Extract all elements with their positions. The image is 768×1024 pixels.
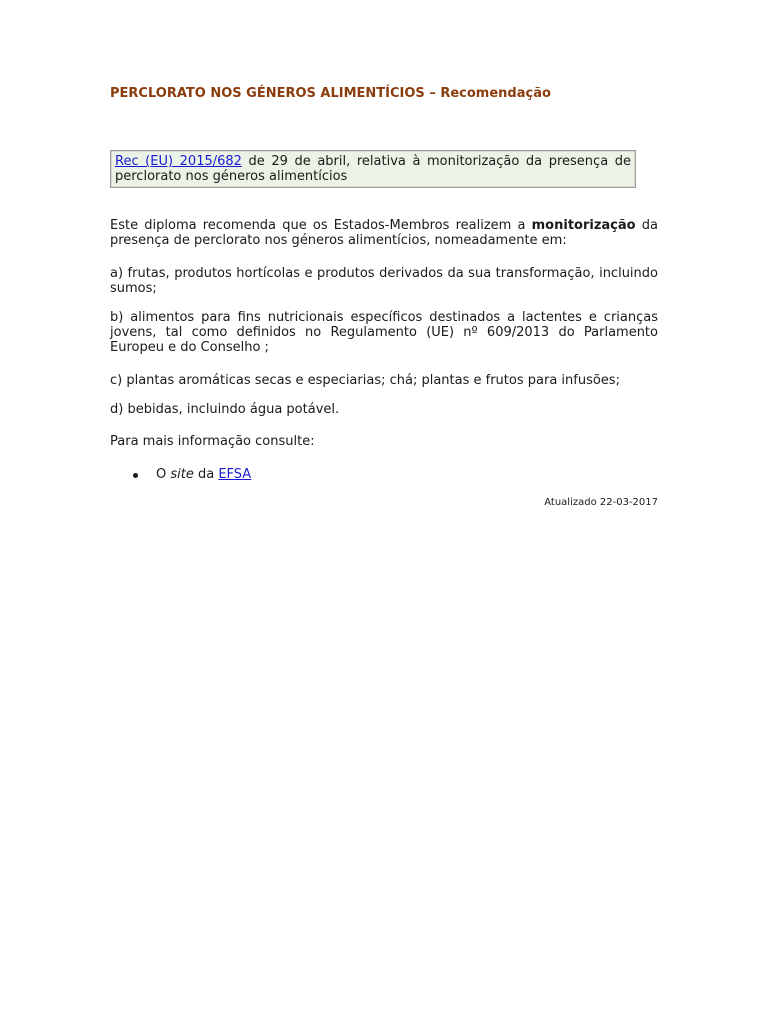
bullet-italic-word: site: [170, 467, 194, 482]
bullet-icon: [133, 473, 138, 478]
page-title: PERCLORATO NOS GÉNEROS ALIMENTÍCIOS – Recomendação: [110, 86, 551, 101]
intro-paragraph: [110, 218, 658, 248]
efsa-link[interactable]: EFSA: [218, 467, 252, 482]
bullet-prefix: O: [156, 467, 171, 482]
intro-text-start: Este diploma recomenda que os Estados-Membros realizem a: [110, 218, 532, 233]
intro-bold-term: monitorização: [531, 218, 636, 233]
regulation-link[interactable]: Rec (EU) 2015/682: [115, 154, 242, 169]
list-item-d: d) bebidas, incluindo água potável.: [110, 402, 340, 417]
updated-date: Atualizado 22-03-2017: [544, 497, 658, 508]
bullet-middle: da: [193, 467, 219, 482]
reference-line2: perclorato nos géneros alimentícios: [115, 169, 348, 184]
list-item-c: c) plantas aromáticas secas e especiarias; chá; plantas e frutos para infusões;: [110, 373, 620, 388]
more-info-text: Para mais informação consulte:: [110, 434, 315, 449]
list-item: [110, 467, 658, 482]
reference-text: [113, 154, 633, 184]
main-content: [110, 218, 658, 482]
list-item-b: b) alimentos para fins nutricionais específicos destinados a lactentes e crianças jovens, tal como definidos no Regulamento (UE) nº 609/2013 do Parlamento Europeu e do Conselho ;: [110, 310, 658, 355]
list-item-a: a) frutas, produtos hortícolas e produtos derivados da sua transformação, incluindo sumos;: [110, 266, 658, 296]
intro-text-end: da presença de perclorato nos géneros alimentícios, nomeadamente em:: [110, 218, 658, 248]
reference-box: [110, 150, 636, 188]
reference-line1-rest: de 29 de abril, relativa à monitorização da presença de: [241, 154, 631, 169]
